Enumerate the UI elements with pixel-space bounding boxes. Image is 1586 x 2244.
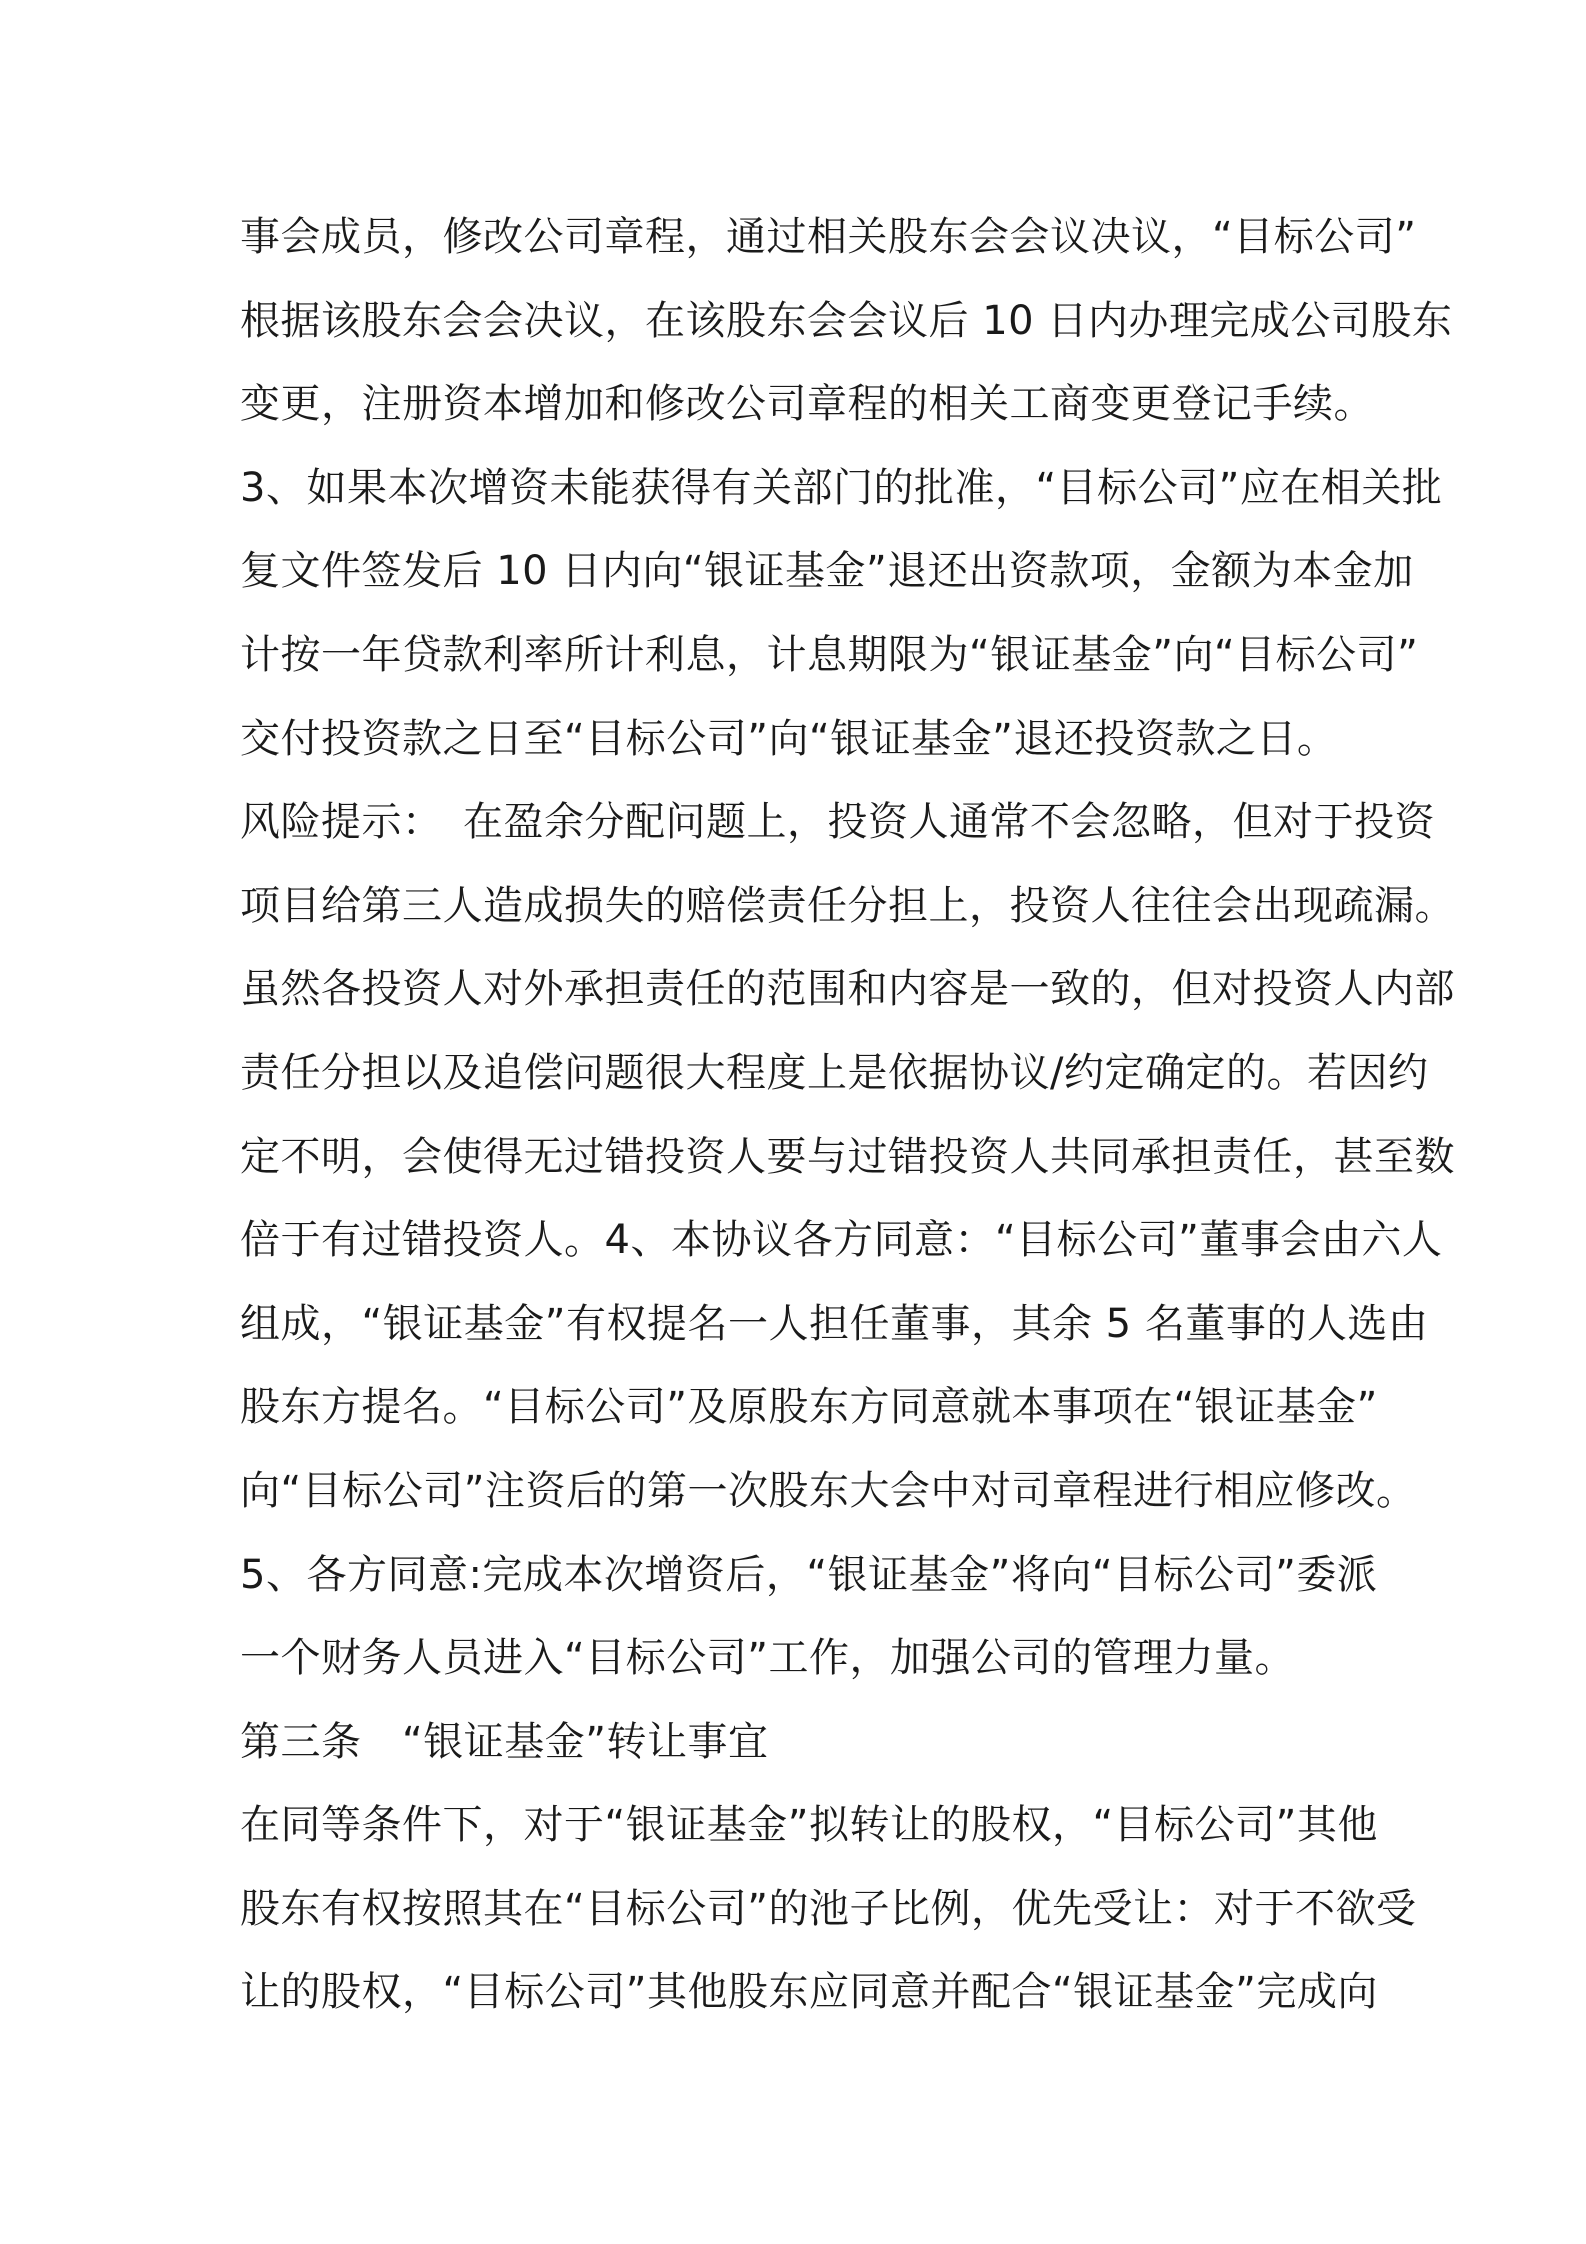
text-line: 向“目标公司”注资后的第一次股东大会中对司章程进行相应修改。 [240,1467,1417,1514]
text-line: 虽然各投资人对外承担责任的范围和内容是一致的，但对投资人内部 [240,966,1455,1013]
document-body [240,196,1455,2035]
text-line: 组成，“银证基金”有权提名一人担任董事，其余 5 名董事的人选由 [240,1300,1429,1347]
text-line: 责任分担以及追偿问题很大程度上是依据协议/约定确定的。若因约 [240,1049,1429,1096]
text-line: 根据该股东会会决议，在该股东会会议后 10 日内办理完成公司股东 [240,297,1453,344]
text-line: 复文件签发后 10 日内向“银证基金”退还出资款项，金额为本金加 [240,548,1414,595]
text-line: 变更，注册资本增加和修改公司章程的相关工商变更登记手续。 [240,381,1374,428]
text-line: 项目给第三人造成损失的赔偿责任分担上，投资人往往会出现疏漏。 [240,882,1455,929]
text-line: 计按一年贷款利率所计利息，计息期限为“银证基金”向“目标公司” [240,631,1419,678]
text-line: 在同等条件下，对于“银证基金”拟转让的股权，“目标公司”其他 [240,1802,1378,1849]
text-line: 股东方提名。“目标公司”及原股东方同意就本事项在“银证基金” [240,1384,1378,1431]
text-line: 倍于有过错投资人。4、本协议各方同意：“目标公司”董事会由六人 [240,1217,1443,1264]
text-line: 交付投资款之日至“目标公司”向“银证基金”退还投资款之日。 [240,715,1338,762]
text-line: 一个财务人员进入“目标公司”工作，加强公司的管理力量。 [240,1635,1295,1682]
text-line: 定不明，会使得无过错投资人要与过错投资人共同承担责任，甚至数 [240,1133,1455,1180]
text-line: 事会成员，修改公司章程，通过相关股东会会议决议，“目标公司” [240,214,1417,260]
text-line: 股东有权按照其在“目标公司”的池子比例，优先受让：对于不欲受 [240,1885,1417,1932]
text-line: 风险提示： 在盈余分配问题上，投资人通常不会忽略，但对于投资 [240,799,1435,846]
text-line: 让的股权，“目标公司”其他股东应同意并配合“银证基金”完成向 [240,1969,1378,2016]
section-heading: 第三条 “银证基金”转让事宜 [240,1718,769,1765]
text-line: 5、各方同意:完成本次增资后，“银证基金”将向“目标公司”委派 [240,1551,1378,1598]
text-line: 3、如果本次增资未能获得有关部门的批准，“目标公司”应在相关批 [240,464,1443,511]
